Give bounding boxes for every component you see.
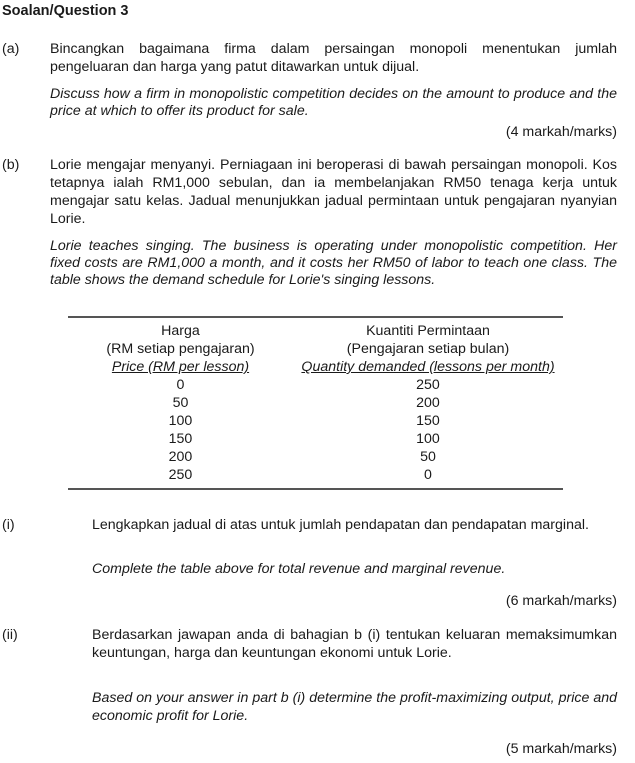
part-b-label: (b) (2, 157, 20, 173)
col2-head-english: Quantity demanded (lessons per month) (301, 359, 555, 375)
col2-head-line2: (Pengajaran setiap bulan) (346, 341, 510, 357)
part-a-malay-text: Bincangkan bagaimana firma dalam persaingan monopoli menentukan jumlah pengeluaran dan harga yang patut ditawarkan untuk dijual. (50, 41, 617, 75)
price-cell: 50 (172, 395, 189, 411)
table-row (68, 412, 563, 430)
qty-cell: 200 (416, 395, 440, 411)
price-cell: 100 (168, 413, 193, 429)
qty-cell: 150 (416, 413, 440, 429)
table-row (68, 430, 563, 448)
part-b-i-label: (i) (2, 517, 15, 533)
part-a-label: (a) (2, 41, 20, 57)
qty-cell: 250 (416, 377, 440, 393)
part-b-malay-text: Lorie mengajar menyanyi. Perniagaan ini beroperasi di bawah persaingan monopoli. Kos tetapnya ialah RM1,000 sebulan, dan ia membelanjakan RM50 tenaga kerja untuk mengajar satu kelas. Jadual menunjukkan jadual permintaan untuk pengajaran nyanyian Lorie. (50, 157, 617, 227)
table-row (68, 448, 563, 466)
part-b-english-text: Lorie teaches singing. The business is operating under monopolistic competition. Her fixed costs are RM1,000 a month, and it costs her RM50 of labor to teach one class. The table shows the demand schedule for Lorie's singing lessons. (50, 238, 617, 288)
qty-cell: 50 (420, 449, 436, 465)
price-cell: 150 (168, 431, 193, 447)
qty-cell: 100 (416, 431, 440, 447)
table-row (68, 466, 563, 489)
price-cell: 250 (168, 467, 193, 483)
part-a-english-text: Discuss how a firm in monopolistic competition decides on the amount to produce and the price at which to offer its product for sale. (50, 86, 617, 119)
part-a-marks: (4 markah/marks) (505, 124, 617, 140)
part-b-i-marks: (6 markah/marks) (505, 593, 617, 609)
part-b-i-malay-text: Lengkapkan jadual di atas untuk jumlah pendapatan dan pendapatan marginal. (92, 517, 589, 533)
part-b-ii-english-text: Based on your answer in part b (i) determine the profit-maximizing output, price and economic profit for Lorie. (92, 690, 617, 724)
part-b-ii-label: (ii) (2, 627, 18, 643)
col1-head-english: Price (RM per lesson) (111, 359, 250, 375)
col2-head-line1: Kuantiti Permintaan (366, 323, 490, 339)
question-title: Soalan/Question 3 (2, 3, 129, 19)
col1-head-line2: (RM setiap pengajaran) (106, 341, 255, 357)
qty-cell: 0 (424, 467, 432, 483)
col1-head-line1: Harga (161, 323, 200, 339)
table-row (68, 394, 563, 412)
price-cell: 0 (176, 377, 185, 393)
part-b-i-english-text: Complete the table above for total revenue and marginal revenue. (92, 561, 506, 577)
table-row (68, 376, 563, 394)
part-b-ii-malay-text: Berdasarkan jawapan anda di bahagian b (i) tentukan keluaran memaksimumkan keuntungan, harga dan keuntungan ekonomi untuk Lorie. (92, 627, 617, 661)
part-b-ii-marks: (5 markah/marks) (505, 741, 617, 757)
price-cell: 200 (168, 449, 193, 465)
demand-schedule-table (68, 316, 563, 490)
